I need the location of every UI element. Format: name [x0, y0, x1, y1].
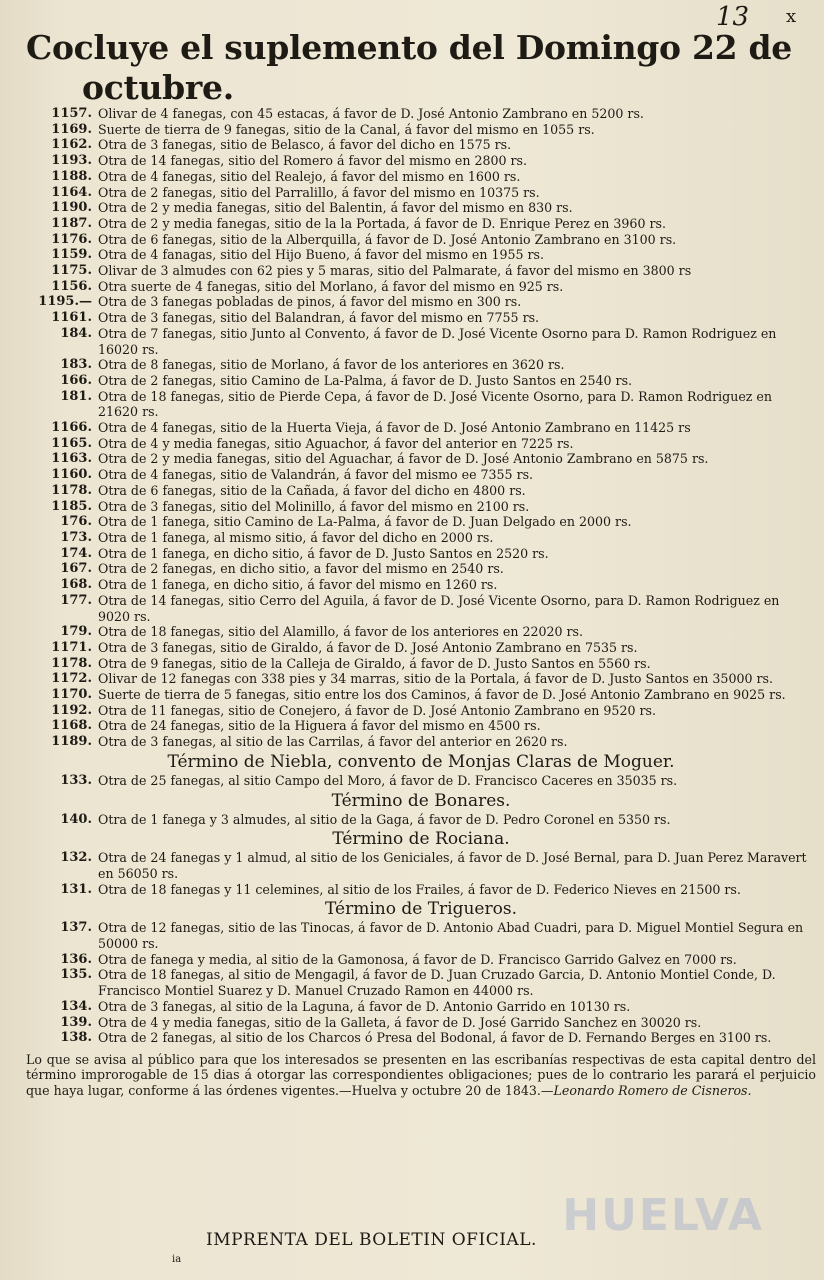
lot-number: 1165. — [51, 435, 92, 451]
lot-number: 1178. — [51, 482, 92, 498]
list-item — [26, 530, 816, 546]
list-item — [26, 310, 816, 326]
title-line-2: octubre. — [82, 68, 234, 107]
list-item — [26, 389, 816, 420]
lot-description: Otra de 18 fanegas, sitio de Pierde Cepa, á favor de D. José Vicente Osorno, para D. Ramon Rodriguez en 21620 rs. — [98, 388, 772, 420]
lot-description: Otra de 18 fanegas y 11 celemines, al sitio de los Frailes, á favor de D. Federico Nieves en 21500 rs. — [98, 881, 741, 897]
list-item — [26, 373, 816, 389]
lot-description: Otra de 4 fanegas, sitio del Realejo, á favor del mismo en 1600 rs. — [98, 168, 521, 184]
lot-description: Otra de 11 fanegas, sitio de Conejero, á favor de D. José Antonio Zambrano en 9520 rs. — [98, 702, 656, 718]
lot-number: 167. — [60, 561, 92, 577]
list-item — [26, 436, 816, 452]
lot-number: 168. — [60, 577, 92, 593]
lot-description: Otra de 18 fanegas, sitio del Alamillo, á favor de los anteriores en 22020 rs. — [98, 624, 584, 640]
lot-number: 140. — [60, 811, 92, 827]
lot-number: 1175. — [51, 263, 92, 279]
lot-description: Otra de 2 y media fanegas, sitio del Balentin, á favor del mismo en 830 rs. — [98, 200, 573, 216]
list-item — [26, 671, 816, 687]
list-item — [26, 734, 816, 750]
lot-number: 1188. — [51, 168, 92, 184]
lot-description: Otra de 14 fanegas, sitio del Romero á favor del mismo en 2800 rs. — [98, 153, 528, 169]
list-item — [26, 499, 816, 515]
notice-text: Lo que se avisa al público para que los interesados se presenten en las escribanías respectivas de esta capital dentro del término improrogable de 15 dias á otorgar las correspondientes obligaciones; pues de lo contrario les parará el perjuicio que haya lugar, conforme á las órdenes vigentes.—Huelva y octubre 20 de 1843.— — [26, 1051, 816, 1098]
lot-number: 1171. — [51, 639, 92, 655]
lot-description: Olivar de 3 almudes con 62 pies y 5 maras, sitio del Palmarate, á favor del mismo en 3800 rs — [98, 263, 692, 279]
list-item — [26, 967, 816, 998]
signature: Leonardo Romero de Cisneros. — [553, 1082, 752, 1098]
list-item — [26, 850, 816, 881]
lot-number: 177. — [60, 592, 92, 608]
list-item — [26, 467, 816, 483]
lot-number: 1161. — [51, 310, 92, 326]
lot-number: 1195.— — [38, 294, 92, 310]
lot-number: 1157. — [51, 106, 92, 121]
lot-description: Otra de 4 y media fanegas, sitio Aguachor, á favor del anterior en 7225 rs. — [98, 435, 574, 451]
lot-number: 131. — [60, 881, 92, 897]
lot-description: Otra de 3 fanegas, sitio de Giraldo, á favor de D. José Antonio Zambrano en 7535 rs. — [98, 639, 638, 655]
lot-number: 1190. — [51, 200, 92, 216]
lot-description: Suerte de tierra de 5 fanegas, sitio entre los dos Caminos, á favor de D. José Antonio Zambrano en 9025 rs. — [98, 687, 786, 703]
lot-description: Otra suerte de 4 fanegas, sitio del Morlano, á favor del mismo en 925 rs. — [98, 278, 564, 294]
list-item — [26, 1030, 816, 1046]
list-item — [26, 185, 816, 201]
lot-description: Otra de 3 fanegas, sitio de Belasco, á favor del dicho en 1575 rs. — [98, 137, 512, 153]
lot-description: Otra de 1 fanega, en dicho sitio, á favor de D. Justo Santos en 2520 rs. — [98, 545, 549, 561]
lot-description: Otra de 1 fanega, sitio Camino de La-Palma, á favor de D. Juan Delgado en 2000 rs. — [98, 514, 632, 530]
list-item — [26, 232, 816, 248]
list-item — [26, 169, 816, 185]
footer-mark: ia — [172, 1254, 182, 1265]
lot-description: Otra de 25 fanegas, al sitio Campo del Moro, á favor de D. Francisco Caceres en 35035 rs. — [98, 772, 678, 788]
list-item — [26, 357, 816, 373]
lot-description: Olivar de 12 fanegas con 338 pies y 34 marras, sitio de la Portala, á favor de D. Justo Santos en 35000 rs. — [98, 671, 773, 687]
lot-number: 173. — [60, 529, 92, 545]
lot-description: Otra de 6 fanegas, sitio de la Cañada, á favor del dicho en 4800 rs. — [98, 482, 526, 498]
lot-number: 138. — [60, 1030, 92, 1046]
lot-number: 136. — [60, 951, 92, 967]
lot-description: Otra de 2 fanegas, sitio Camino de La-Palma, á favor de D. Justo Santos en 2540 rs. — [98, 372, 633, 388]
lot-description: Otra de 2 y media fanegas, sitio del Aguachar, á favor de D. José Antonio Zambrano en 5875 rs. — [98, 451, 709, 467]
lot-description: Otra de 4 y media fanegas, sitio de la Galleta, á favor de D. José Garrido Sanchez en 30020 rs. — [98, 1014, 702, 1030]
list-item — [26, 153, 816, 169]
list-item — [26, 483, 816, 499]
lot-number: 1166. — [51, 420, 92, 436]
list-item — [26, 263, 816, 279]
list-item — [26, 593, 816, 624]
lot-description: Otra de 3 fanegas, sitio del Molinillo, á favor del mismo en 2100 rs. — [98, 498, 530, 514]
lot-number: 183. — [60, 357, 92, 373]
lot-description: Otra de 2 y media fanegas, sitio de la la Portada, á favor de D. Enrique Perez en 3960 rs. — [98, 215, 666, 231]
lot-number: 1178. — [51, 655, 92, 671]
lot-number: 1159. — [51, 247, 92, 263]
list-item — [26, 718, 816, 734]
list-item — [26, 577, 816, 593]
list-item — [26, 624, 816, 640]
lot-number: 137. — [60, 920, 92, 936]
imprint-line: IMPRENTA DEL BOLETIN OFICIAL. — [206, 1230, 537, 1250]
lot-description: Suerte de tierra de 9 fanegas, sitio de la Canal, á favor del mismo en 1055 rs. — [98, 121, 595, 137]
lot-number: 1160. — [51, 467, 92, 483]
handwritten-page-number: 13 — [716, 2, 750, 32]
lot-number: 1162. — [51, 137, 92, 153]
lot-number: 1185. — [51, 498, 92, 514]
list-item — [26, 200, 816, 216]
lot-number: 176. — [60, 514, 92, 530]
list-item — [26, 420, 816, 436]
lot-description: Otra de 14 fanegas, sitio Cerro del Aguila, á favor de D. José Vicente Osorno, para D. Ramon Rodriguez en 9020 rs. — [98, 592, 780, 624]
lot-description: Otra de 4 fanegas, sitio de la Huerta Vieja, á favor de D. José Antonio Zambrano en 11425 rs — [98, 420, 691, 436]
list-item — [26, 882, 816, 898]
list-item — [26, 952, 816, 968]
lot-description: Otra de 12 fanegas, sitio de las Tinocas, á favor de D. Antonio Abad Cuadri, para D. Miguel Montiel Segura en 50000 rs. — [98, 920, 804, 952]
list-item — [26, 106, 816, 122]
lot-description: Otra de 24 fanegas, sitio de la Higuera á favor del mismo en 4500 rs. — [98, 718, 541, 734]
lot-number: 134. — [60, 998, 92, 1014]
lot-description: Otra de fanega y media, al sitio de la Gamonosa, á favor de D. Francisco Garrido Galvez en 7000 rs. — [98, 951, 737, 967]
list-item — [26, 247, 816, 263]
lot-number: 181. — [60, 388, 92, 404]
lot-number: 1189. — [51, 734, 92, 750]
lot-description: Otra de 1 fanega, en dicho sitio, á favor del mismo en 1260 rs. — [98, 577, 498, 593]
lot-description: Otra de 6 fanegas, sitio de la Alberquilla, á favor de D. José Antonio Zambrano en 3100 rs. — [98, 231, 677, 247]
lot-number: 174. — [60, 545, 92, 561]
lot-number: 132. — [60, 850, 92, 866]
lot-description: Otra de 3 fanegas pobladas de pinos, á favor del mismo en 300 rs. — [98, 294, 522, 310]
public-notice — [26, 1052, 816, 1098]
list-item — [26, 294, 816, 310]
lot-description: Otra de 24 fanegas y 1 almud, al sitio de los Geniciales, á favor de D. José Bernal, para D. Juan Perez Maravert en 56050 rs. — [98, 850, 807, 881]
list-item — [26, 703, 816, 719]
lot-description: Otra de 1 fanega, al mismo sitio, á favor del dicho en 2000 rs. — [98, 529, 494, 545]
list-item — [26, 561, 816, 577]
section-heading: Término de Bonares. — [331, 790, 511, 811]
list-item — [26, 451, 816, 467]
list-item — [26, 137, 816, 153]
lot-description: Otra de 3 fanegas, sitio del Balandran, á favor del mismo en 7755 rs. — [98, 310, 540, 326]
lot-number: 1172. — [51, 671, 92, 687]
list-item — [26, 640, 816, 656]
archive-watermark: HUELVA — [562, 1190, 764, 1241]
list-item — [26, 326, 816, 357]
list-item — [26, 122, 816, 138]
lot-number: 1187. — [51, 215, 92, 231]
lot-number: 133. — [60, 772, 92, 788]
lot-description: Otra de 18 fanegas, al sitio de Mengagil, á favor de D. Juan Cruzado Garcia, D. Antonio Montiel Conde, D. Francisco Montiel Suarez y D. Manuel Cruzado Ramon en 44000 rs. — [98, 967, 776, 999]
lot-description: Otra de 2 fanegas, en dicho sitio, a favor del mismo en 2540 rs. — [98, 561, 504, 577]
lot-number: 1193. — [51, 153, 92, 169]
lot-description: Otra de 7 fanegas, sitio Junto al Convento, á favor de D. José Vicente Osorno para D. Ramon Rodriguez en 16020 rs. — [98, 325, 777, 357]
lot-description: Otra de 3 fanegas, al sitio de la Laguna, á favor de D. Antonio Garrido en 10130 rs. — [98, 998, 631, 1014]
lot-description: Otra de 3 fanegas, al sitio de las Carrilas, á favor del anterior en 2620 rs. — [98, 734, 568, 750]
section-heading: Término de Rociana. — [332, 829, 510, 850]
list-item — [26, 687, 816, 703]
title-line-1: Cocluye el suplemento del Domingo 22 de — [26, 28, 792, 67]
list-item — [26, 1015, 816, 1031]
list-item — [26, 656, 816, 672]
lot-number: 135. — [60, 967, 92, 983]
lot-description: Otra de 8 fanegas, sitio de Morlano, á favor de los anteriores en 3620 rs. — [98, 357, 565, 373]
lot-number: 184. — [60, 325, 92, 341]
lot-number: 1170. — [51, 687, 92, 703]
section-heading: Término de Trigueros. — [325, 899, 517, 920]
lot-description: Olivar de 4 fanegas, con 45 estacas, á favor de D. José Antonio Zambrano en 5200 rs. — [98, 106, 644, 121]
page-title — [26, 28, 796, 108]
list-item — [26, 920, 816, 951]
lot-number: 1176. — [51, 231, 92, 247]
lot-description: Otra de 9 fanegas, sitio de la Calleja de Giraldo, á favor de D. Justo Santos en 5560 rs. — [98, 655, 651, 671]
lot-number: 139. — [60, 1014, 92, 1030]
lot-description: Otra de 4 fanegas, sitio de Valandrán, á favor del mismo ee 7355 rs. — [98, 467, 534, 483]
list-item — [26, 812, 816, 828]
list-item — [26, 999, 816, 1015]
lot-description: Otra de 2 fanegas, sitio del Parralillo, á favor del mismo en 10375 rs. — [98, 184, 540, 200]
lot-number: 1168. — [51, 718, 92, 734]
lot-description: Otra de 2 fanegas, al sitio de los Charcos ó Presa del Bodonal, á favor de D. Fernando Berges en 3100 rs. — [98, 1030, 772, 1046]
lot-number: 1156. — [51, 278, 92, 294]
lot-number: 166. — [60, 372, 92, 388]
lot-description: Otra de 1 fanega y 3 almudes, al sitio de la Gaga, á favor de D. Pedro Coronel en 5350 rs. — [98, 811, 671, 827]
lot-number: 1192. — [51, 702, 92, 718]
list-item — [26, 773, 816, 789]
list-item — [26, 279, 816, 295]
lot-number: 1163. — [51, 451, 92, 467]
lot-number: 179. — [60, 624, 92, 640]
auction-listing — [26, 106, 816, 1098]
list-item — [26, 546, 816, 562]
list-item — [26, 216, 816, 232]
list-item — [26, 514, 816, 530]
lot-number: 1164. — [51, 184, 92, 200]
section-heading: Término de Niebla, convento de Monjas Claras de Moguer. — [167, 751, 675, 772]
lot-number: 1169. — [51, 121, 92, 137]
handwritten-mark: x — [786, 6, 797, 27]
lot-description: Otra de 4 fanagas, sitio del Hijo Bueno, á favor del mismo en 1955 rs. — [98, 247, 545, 263]
